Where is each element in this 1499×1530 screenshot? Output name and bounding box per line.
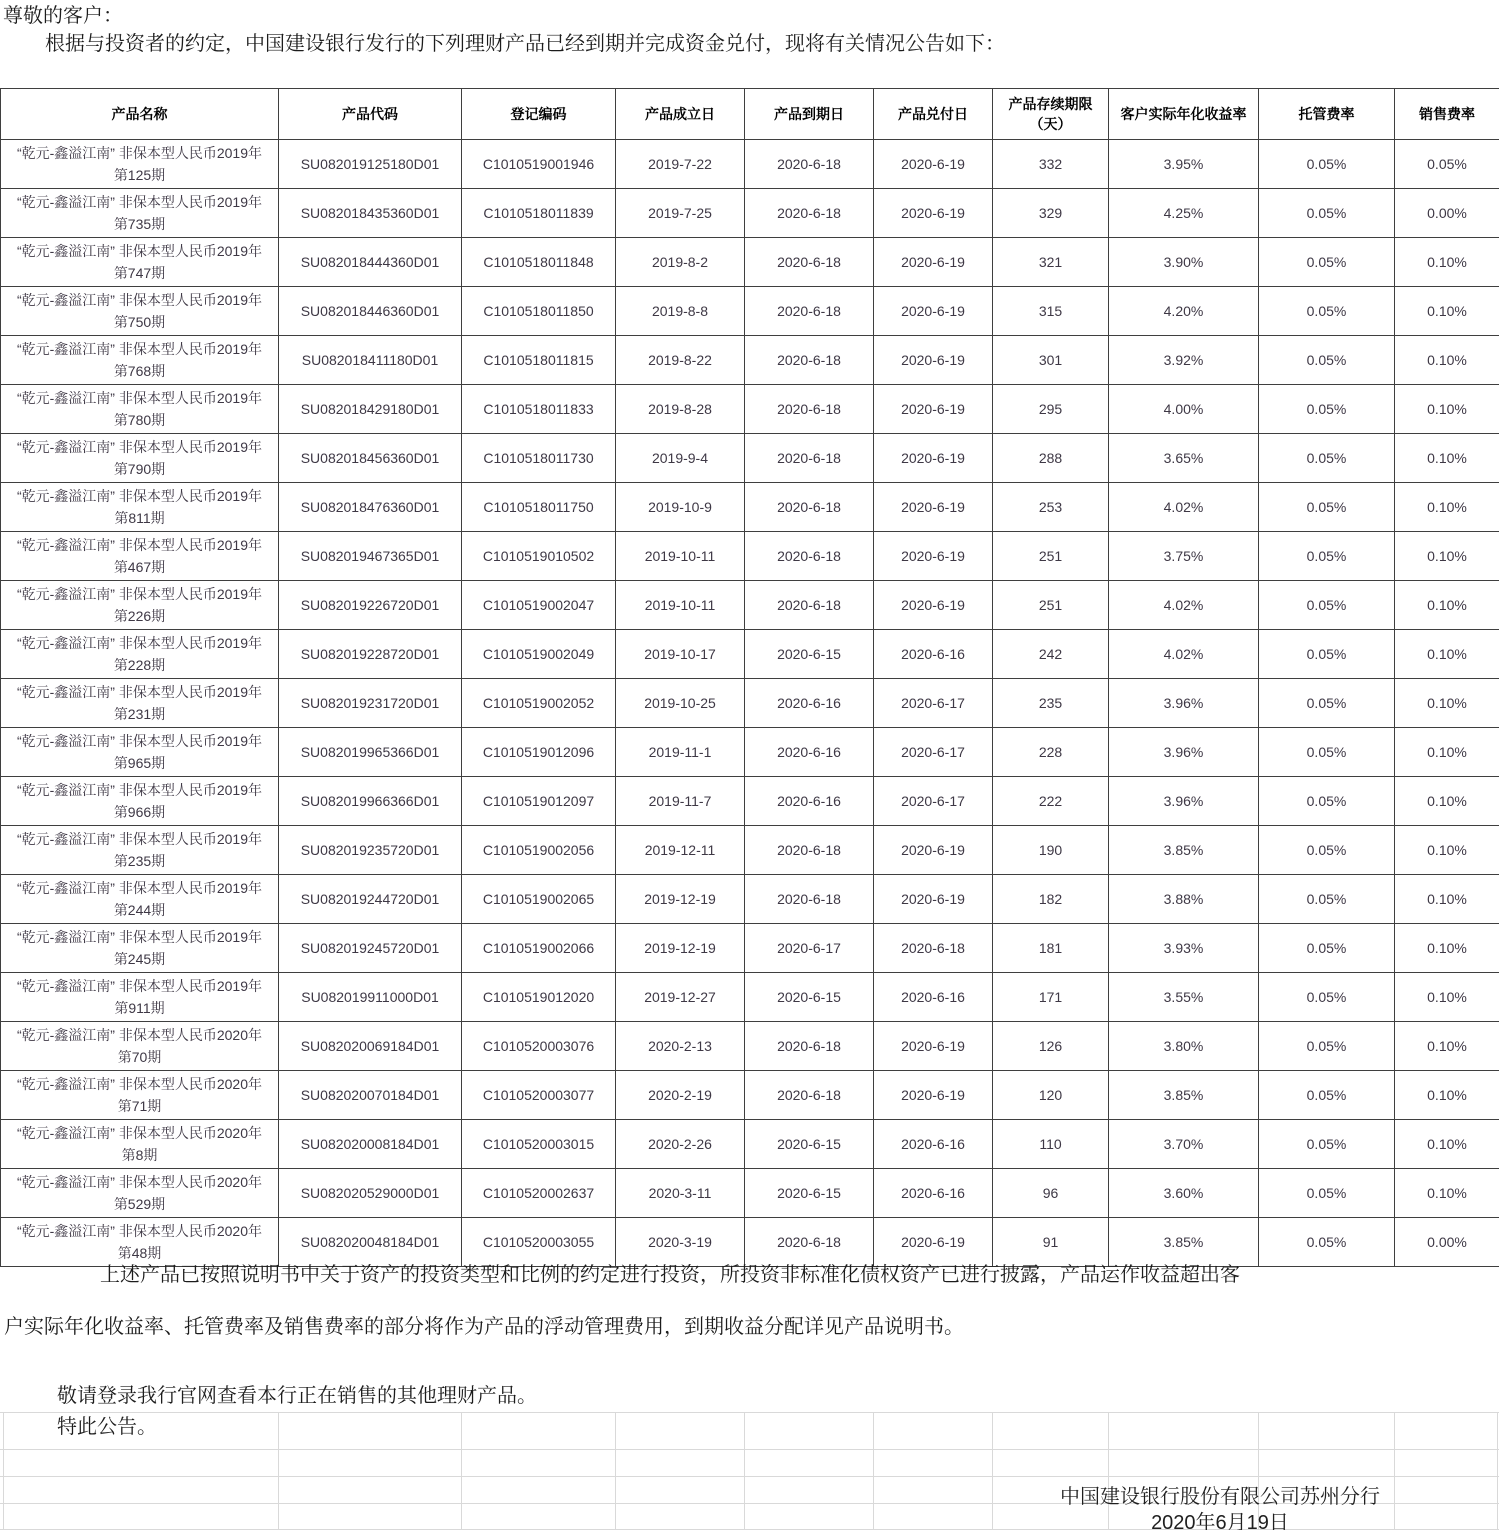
table-cell: 0.05% [1259, 483, 1395, 532]
table-cell: 2020-6-19 [874, 287, 993, 336]
table-cell: SU082018444360D01 [279, 238, 462, 287]
table-cell: 0.05% [1259, 238, 1395, 287]
table-row [1, 875, 1499, 924]
table-cell: C1010519012096 [462, 728, 616, 777]
table-cell: C1010518011815 [462, 336, 616, 385]
table-cell: 0.10% [1395, 973, 1499, 1022]
table-cell: C1010520003076 [462, 1022, 616, 1071]
table-cell: 0.05% [1259, 140, 1395, 189]
table-cell: “乾元-鑫溢江南” 非保本型人民币2019年第790期 [1, 434, 279, 483]
column-header: 销售费率 [1395, 89, 1499, 140]
table-row [1, 581, 1499, 630]
table-row [1, 777, 1499, 826]
issuer-signature: 中国建设银行股份有限公司苏州分行 [1060, 1486, 1380, 1508]
greeting-line: 尊敬的客户： [3, 5, 123, 27]
table-cell: 0.05% [1259, 1022, 1395, 1071]
table-row [1, 385, 1499, 434]
table-cell: “乾元-鑫溢江南” 非保本型人民币2019年第811期 [1, 483, 279, 532]
table-cell: 3.96% [1109, 728, 1259, 777]
table-cell: 295 [993, 385, 1109, 434]
table-cell: 2020-6-18 [745, 875, 874, 924]
table-cell: SU082018456360D01 [279, 434, 462, 483]
table-cell: 2019-11-7 [616, 777, 745, 826]
note-line-1: 上述产品已按照说明书中关于资产的投资类型和比例的约定进行投资，所投资非标准化债权资产已进行披露，产品运作收益超出客 [100, 1264, 1240, 1286]
table-cell: C1010520003055 [462, 1218, 616, 1267]
table-cell: “乾元-鑫溢江南” 非保本型人民币2020年第48期 [1, 1218, 279, 1267]
table-cell: 2020-6-18 [745, 189, 874, 238]
table-cell: 2019-10-25 [616, 679, 745, 728]
table-cell: 0.10% [1395, 1120, 1499, 1169]
table-cell: SU082020008184D01 [279, 1120, 462, 1169]
table-cell: 2020-6-18 [745, 434, 874, 483]
table-cell: SU082018446360D01 [279, 287, 462, 336]
login-note: 敬请登录我行官网查看本行正在销售的其他理财产品。 [57, 1385, 537, 1407]
table-cell: 2019-12-27 [616, 973, 745, 1022]
products-table [0, 88, 1499, 1267]
table-cell: 190 [993, 826, 1109, 875]
table-cell: 2020-6-19 [874, 875, 993, 924]
table-cell: 4.02% [1109, 483, 1259, 532]
table-cell: 3.65% [1109, 434, 1259, 483]
table-cell: 3.93% [1109, 924, 1259, 973]
table-cell: 3.96% [1109, 777, 1259, 826]
table-cell: 171 [993, 973, 1109, 1022]
table-cell: C1010518011839 [462, 189, 616, 238]
table-cell: 315 [993, 287, 1109, 336]
table-cell: 0.10% [1395, 385, 1499, 434]
table-cell: 2020-3-19 [616, 1218, 745, 1267]
table-row [1, 1022, 1499, 1071]
table-cell: 2020-6-18 [745, 581, 874, 630]
table-cell: 3.96% [1109, 679, 1259, 728]
table-cell: 2020-6-18 [745, 238, 874, 287]
table-row [1, 140, 1499, 189]
table-cell: C1010518011850 [462, 287, 616, 336]
table-cell: 2019-11-1 [616, 728, 745, 777]
table-cell: C1010519001946 [462, 140, 616, 189]
table-cell: “乾元-鑫溢江南” 非保本型人民币2019年第750期 [1, 287, 279, 336]
table-cell: C1010519002065 [462, 875, 616, 924]
note-line-2: 户实际年化收益率、托管费率及销售费率的部分将作为产品的浮动管理费用，到期收益分配详见产品说明书。 [4, 1316, 964, 1338]
table-cell: 251 [993, 581, 1109, 630]
table-cell: 2020-6-18 [745, 532, 874, 581]
intro-line: 根据与投资者的约定，中国建设银行发行的下列理财产品已经到期并完成资金兑付，现将有关情况公告如下： [45, 33, 1005, 55]
table-cell: “乾元-鑫溢江南” 非保本型人民币2019年第735期 [1, 189, 279, 238]
table-cell: 2020-6-16 [745, 777, 874, 826]
table-cell: “乾元-鑫溢江南” 非保本型人民币2019年第467期 [1, 532, 279, 581]
table-cell: 0.10% [1395, 875, 1499, 924]
table-cell: 2019-9-4 [616, 434, 745, 483]
table-cell: “乾元-鑫溢江南” 非保本型人民币2019年第226期 [1, 581, 279, 630]
table-cell: 126 [993, 1022, 1109, 1071]
table-cell: 0.10% [1395, 434, 1499, 483]
table-cell: 0.10% [1395, 679, 1499, 728]
table-cell: 2020-6-18 [745, 826, 874, 875]
column-header: 产品名称 [1, 89, 279, 140]
table-cell: 2020-6-15 [745, 1169, 874, 1218]
table-row [1, 924, 1499, 973]
table-cell: 2020-6-19 [874, 189, 993, 238]
table-row [1, 728, 1499, 777]
table-cell: C1010519002047 [462, 581, 616, 630]
table-cell: 0.10% [1395, 728, 1499, 777]
table-cell: “乾元-鑫溢江南” 非保本型人民币2020年第70期 [1, 1022, 279, 1071]
grid-line [278, 1412, 279, 1530]
table-cell: 91 [993, 1218, 1109, 1267]
table-body [1, 140, 1499, 1267]
table-cell: 251 [993, 532, 1109, 581]
column-header: 登记编码 [462, 89, 616, 140]
table-cell: 2020-6-17 [745, 924, 874, 973]
table-cell: 0.00% [1395, 1218, 1499, 1267]
table-cell: 0.10% [1395, 532, 1499, 581]
table-cell: 0.05% [1259, 336, 1395, 385]
table-cell: 2019-8-8 [616, 287, 745, 336]
grid-line [1497, 1412, 1498, 1530]
table-cell: 110 [993, 1120, 1109, 1169]
table-cell: 301 [993, 336, 1109, 385]
table-cell: 0.10% [1395, 924, 1499, 973]
table-cell: “乾元-鑫溢江南” 非保本型人民币2019年第231期 [1, 679, 279, 728]
table-cell: 3.95% [1109, 140, 1259, 189]
table-cell: 2020-6-19 [874, 238, 993, 287]
table-cell: C1010519002049 [462, 630, 616, 679]
table-cell: C1010518011730 [462, 434, 616, 483]
table-cell: 3.80% [1109, 1022, 1259, 1071]
table-cell: C1010520002637 [462, 1169, 616, 1218]
table-cell: 0.05% [1259, 434, 1395, 483]
table-cell: 2020-6-19 [874, 1218, 993, 1267]
table-cell: 0.05% [1259, 385, 1395, 434]
table-cell: 321 [993, 238, 1109, 287]
table-cell: 0.10% [1395, 581, 1499, 630]
table-cell: 3.55% [1109, 973, 1259, 1022]
table-cell: “乾元-鑫溢江南” 非保本型人民币2019年第911期 [1, 973, 279, 1022]
table-cell: 2019-8-2 [616, 238, 745, 287]
table-cell: C1010518011750 [462, 483, 616, 532]
column-header: 产品兑付日 [874, 89, 993, 140]
column-header: 产品成立日 [616, 89, 745, 140]
table-cell: 2019-10-17 [616, 630, 745, 679]
table-cell: 253 [993, 483, 1109, 532]
table-cell: 2020-6-17 [874, 679, 993, 728]
column-header: 产品代码 [279, 89, 462, 140]
table-cell: 0.05% [1259, 728, 1395, 777]
table-cell: SU082018411180D01 [279, 336, 462, 385]
table-row [1, 1071, 1499, 1120]
table-cell: 235 [993, 679, 1109, 728]
table-row [1, 532, 1499, 581]
table-cell: SU082019244720D01 [279, 875, 462, 924]
table-cell: “乾元-鑫溢江南” 非保本型人民币2019年第780期 [1, 385, 279, 434]
table-cell: SU082019226720D01 [279, 581, 462, 630]
table-cell: 2020-6-19 [874, 434, 993, 483]
table-cell: 2019-12-11 [616, 826, 745, 875]
table-row [1, 336, 1499, 385]
table-cell: 4.00% [1109, 385, 1259, 434]
table-cell: 2020-6-18 [745, 287, 874, 336]
table-cell: C1010519012097 [462, 777, 616, 826]
table-cell: 2020-6-16 [745, 728, 874, 777]
table-cell: C1010520003015 [462, 1120, 616, 1169]
table-cell: 0.05% [1259, 581, 1395, 630]
table-cell: 242 [993, 630, 1109, 679]
table-cell: SU082020069184D01 [279, 1022, 462, 1071]
table-header-row [1, 89, 1499, 140]
table-cell: 0.05% [1259, 1218, 1395, 1267]
column-header: 托管费率 [1259, 89, 1395, 140]
table-cell: 0.10% [1395, 1169, 1499, 1218]
table-cell: “乾元-鑫溢江南” 非保本型人民币2019年第228期 [1, 630, 279, 679]
table-cell: 3.85% [1109, 1218, 1259, 1267]
grid-line [615, 1412, 616, 1530]
table-cell: 2019-10-11 [616, 532, 745, 581]
table-cell: 2020-2-26 [616, 1120, 745, 1169]
table-cell: 2020-6-18 [745, 483, 874, 532]
table-cell: 0.05% [1259, 1071, 1395, 1120]
table-cell: 0.10% [1395, 1071, 1499, 1120]
table-row [1, 1218, 1499, 1267]
table-cell: 0.10% [1395, 238, 1499, 287]
table-row [1, 434, 1499, 483]
table-cell: “乾元-鑫溢江南” 非保本型人民币2020年第71期 [1, 1071, 279, 1120]
table-cell: 2019-12-19 [616, 924, 745, 973]
table-cell: 4.25% [1109, 189, 1259, 238]
table-cell: 3.75% [1109, 532, 1259, 581]
table-cell: 3.85% [1109, 1071, 1259, 1120]
table-cell: “乾元-鑫溢江南” 非保本型人民币2019年第245期 [1, 924, 279, 973]
grid-line [0, 1476, 1499, 1477]
grid-line [0, 1449, 1499, 1450]
table-cell: 182 [993, 875, 1109, 924]
table-cell: 3.70% [1109, 1120, 1259, 1169]
table-cell: 2020-6-15 [745, 630, 874, 679]
table-cell: “乾元-鑫溢江南” 非保本型人民币2019年第244期 [1, 875, 279, 924]
table-cell: SU082019467365D01 [279, 532, 462, 581]
table-cell: “乾元-鑫溢江南” 非保本型人民币2019年第965期 [1, 728, 279, 777]
table-cell: C1010518011848 [462, 238, 616, 287]
table-cell: 2020-3-11 [616, 1169, 745, 1218]
table-cell: 332 [993, 140, 1109, 189]
table-cell: 3.90% [1109, 238, 1259, 287]
table-cell: 0.10% [1395, 1022, 1499, 1071]
table-cell: “乾元-鑫溢江南” 非保本型人民币2020年第8期 [1, 1120, 279, 1169]
table-cell: 2020-6-19 [874, 1071, 993, 1120]
table-cell: SU082018429180D01 [279, 385, 462, 434]
table-cell: 3.88% [1109, 875, 1259, 924]
table-cell: C1010518011833 [462, 385, 616, 434]
column-header: 产品到期日 [745, 89, 874, 140]
table-cell: 329 [993, 189, 1109, 238]
table-cell: 2020-6-16 [745, 679, 874, 728]
table-cell: 2020-6-18 [745, 385, 874, 434]
table-cell: 2019-12-19 [616, 875, 745, 924]
table-cell: 0.10% [1395, 287, 1499, 336]
grid-line [744, 1412, 745, 1530]
table-row [1, 1120, 1499, 1169]
column-header: 客户实际年化收益率 [1109, 89, 1259, 140]
table-cell: 3.92% [1109, 336, 1259, 385]
table-cell: 0.10% [1395, 777, 1499, 826]
table-cell: 0.05% [1259, 189, 1395, 238]
table-cell: SU082019911000D01 [279, 973, 462, 1022]
table-cell: 2020-6-18 [745, 140, 874, 189]
table-cell: 228 [993, 728, 1109, 777]
table-cell: “乾元-鑫溢江南” 非保本型人民币2019年第747期 [1, 238, 279, 287]
table-cell: 0.10% [1395, 336, 1499, 385]
table-cell: 2020-6-17 [874, 777, 993, 826]
table-cell: 0.05% [1259, 1169, 1395, 1218]
table-cell: 0.05% [1395, 140, 1499, 189]
grid-line [461, 1412, 462, 1530]
table-cell: 0.05% [1259, 532, 1395, 581]
table-cell: 3.60% [1109, 1169, 1259, 1218]
table-cell: C1010520003077 [462, 1071, 616, 1120]
table-cell: 2019-8-22 [616, 336, 745, 385]
table-cell: SU082018476360D01 [279, 483, 462, 532]
table-cell: 4.02% [1109, 630, 1259, 679]
table-cell: SU082019235720D01 [279, 826, 462, 875]
table-cell: SU082020529000D01 [279, 1169, 462, 1218]
grid-line [873, 1412, 874, 1530]
table-row [1, 826, 1499, 875]
table-cell: 96 [993, 1169, 1109, 1218]
table-cell: C1010519002056 [462, 826, 616, 875]
table-cell: 0.05% [1259, 287, 1395, 336]
table-row [1, 483, 1499, 532]
table-cell: 2020-6-16 [874, 1120, 993, 1169]
table-cell: 0.00% [1395, 189, 1499, 238]
table-cell: 0.05% [1259, 826, 1395, 875]
table-cell: 2020-6-17 [874, 728, 993, 777]
table-cell: C1010519012020 [462, 973, 616, 1022]
table-cell: 2020-6-19 [874, 581, 993, 630]
table-cell: 120 [993, 1071, 1109, 1120]
table-cell: 2020-6-18 [745, 1022, 874, 1071]
table-cell: SU082019965366D01 [279, 728, 462, 777]
table-cell: “乾元-鑫溢江南” 非保本型人民币2019年第966期 [1, 777, 279, 826]
table-cell: SU082020070184D01 [279, 1071, 462, 1120]
table-cell: 2019-10-11 [616, 581, 745, 630]
table-cell: 2020-2-13 [616, 1022, 745, 1071]
table-cell: C1010519002066 [462, 924, 616, 973]
table-cell: 4.20% [1109, 287, 1259, 336]
table-cell: 2020-6-19 [874, 140, 993, 189]
table-row [1, 630, 1499, 679]
table-cell: 288 [993, 434, 1109, 483]
announcement-date: 2020年6月19日 [1151, 1512, 1289, 1530]
grid-line [0, 1412, 1499, 1413]
table-cell: 0.10% [1395, 483, 1499, 532]
table-cell: 2020-6-19 [874, 336, 993, 385]
table-cell: 2019-7-25 [616, 189, 745, 238]
grid-line [3, 1412, 4, 1530]
table-cell: 0.05% [1259, 630, 1395, 679]
table-cell: SU082019245720D01 [279, 924, 462, 973]
table-cell: 2020-6-18 [745, 1071, 874, 1120]
table-cell: 0.05% [1259, 1120, 1395, 1169]
table-cell: 2020-6-19 [874, 483, 993, 532]
table-cell: 181 [993, 924, 1109, 973]
table-cell: SU082020048184D01 [279, 1218, 462, 1267]
table-row [1, 238, 1499, 287]
table-cell: 2020-6-19 [874, 385, 993, 434]
closing-note: 特此公告。 [57, 1416, 157, 1438]
table-row [1, 679, 1499, 728]
table-cell: 2020-6-16 [874, 973, 993, 1022]
table-cell: 2020-6-19 [874, 532, 993, 581]
table-cell: 4.02% [1109, 581, 1259, 630]
table-cell: 0.10% [1395, 826, 1499, 875]
table-cell: SU082018435360D01 [279, 189, 462, 238]
table-row [1, 189, 1499, 238]
table-cell: 0.05% [1259, 875, 1395, 924]
table-cell: 222 [993, 777, 1109, 826]
table-cell: “乾元-鑫溢江南” 非保本型人民币2019年第235期 [1, 826, 279, 875]
table-cell: 0.05% [1259, 924, 1395, 973]
table-cell: SU082019966366D01 [279, 777, 462, 826]
table-cell: 3.85% [1109, 826, 1259, 875]
table-cell: “乾元-鑫溢江南” 非保本型人民币2019年第768期 [1, 336, 279, 385]
table-cell: 2020-6-19 [874, 1022, 993, 1071]
table-row [1, 287, 1499, 336]
table-cell: 2019-8-28 [616, 385, 745, 434]
table-cell: 2020-6-18 [745, 336, 874, 385]
table-cell: 2019-7-22 [616, 140, 745, 189]
table-cell: “乾元-鑫溢江南” 非保本型人民币2020年第529期 [1, 1169, 279, 1218]
table-row [1, 973, 1499, 1022]
table-cell: 2020-6-16 [874, 1169, 993, 1218]
table-cell: SU082019125180D01 [279, 140, 462, 189]
table-cell: 0.10% [1395, 630, 1499, 679]
table-cell: 0.05% [1259, 973, 1395, 1022]
table-cell: 0.05% [1259, 679, 1395, 728]
table-cell: 2020-6-15 [745, 1120, 874, 1169]
table-cell: C1010519002052 [462, 679, 616, 728]
table-cell: SU082019231720D01 [279, 679, 462, 728]
table-cell: 0.05% [1259, 777, 1395, 826]
table-cell: 2020-6-16 [874, 630, 993, 679]
table-cell: 2020-6-18 [745, 1218, 874, 1267]
table-cell: 2020-2-19 [616, 1071, 745, 1120]
table-cell: 2020-6-15 [745, 973, 874, 1022]
column-header: 产品存续期限（天） [993, 89, 1109, 140]
table-cell: 2020-6-18 [874, 924, 993, 973]
table-cell: 2020-6-19 [874, 826, 993, 875]
table-cell: “乾元-鑫溢江南” 非保本型人民币2019年第125期 [1, 140, 279, 189]
table-cell: C1010519010502 [462, 532, 616, 581]
table-row [1, 1169, 1499, 1218]
table-cell: SU082019228720D01 [279, 630, 462, 679]
table-cell: 2019-10-9 [616, 483, 745, 532]
